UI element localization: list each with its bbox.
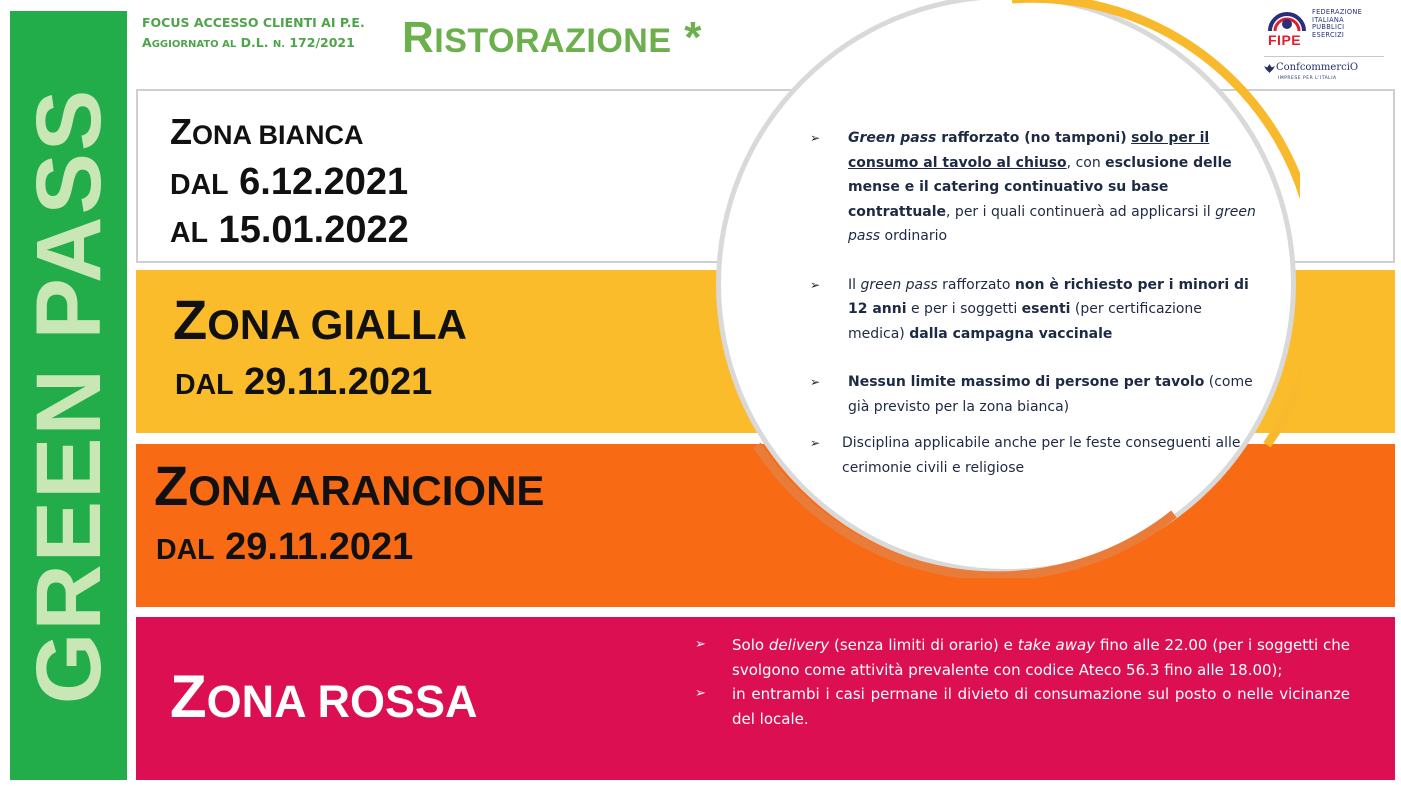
focus-line-1: FOCUS ACCESSO CLIENTI AI P.E. xyxy=(142,15,365,30)
confcommercio-wordmark: ConfcommerciO xyxy=(1276,62,1359,73)
zona-bianca-date-from: DAL 6.12.2021 xyxy=(170,161,409,203)
zona-bianca-date-to: AL 15.01.2022 xyxy=(170,209,409,251)
arrow-bullet-icon: ➢ xyxy=(810,375,821,389)
arrow-bullet-icon: ➢ xyxy=(695,637,706,652)
focus-line-2: AGGIORNATO AL D.L. N. 172/2021 xyxy=(142,35,355,50)
page-title: RISTORAZIONE * xyxy=(402,13,702,62)
zona-gialla-title: ZONA GIALLA xyxy=(173,288,467,351)
arrow-bullet-icon: ➢ xyxy=(810,436,821,450)
list-item: ➢ Nessun limite massimo di persone per tavolo (come già previsto per la zona bianca) xyxy=(806,370,1256,419)
list-item: ➢ in entrambi i casi permane il divieto di consumazione sul posto o nelle vicinanze del locale. xyxy=(695,682,1350,731)
zona-arancione-title: ZONA ARANCIONE xyxy=(154,454,545,517)
list-item: ➢ Disciplina applicabile anche per le feste conseguenti alle cerimonie civili e religiose xyxy=(806,431,1256,480)
side-bar xyxy=(10,11,127,780)
zona-gialla-date: DAL 29.11.2021 xyxy=(175,361,433,403)
arrow-bullet-icon: ➢ xyxy=(810,131,821,145)
list-item: ➢ Il green pass rafforzato non è richiesto per i minori di 12 anni e per i soggetti esenti (per certificazione medica) dalla campagna vaccinale xyxy=(806,273,1256,347)
arrow-bullet-icon: ➢ xyxy=(695,686,706,701)
confcommercio-tagline: IMPRESE PER L'ITALIA xyxy=(1278,76,1337,81)
list-item: ➢ Green pass rafforzato (no tamponi) solo per il consumo al tavolo al chiuso, con esclusione delle mense e il catering continuativo su base contrattuale, per i quali continuerà ad applicarsi il green pass ordinario xyxy=(806,126,1256,249)
zona-rossa-title: ZONA ROSSA xyxy=(170,663,478,730)
circle-bullet-list xyxy=(806,126,1256,480)
zona-bianca-title: ZONA BIANCA xyxy=(170,111,364,152)
logo-text: FEDERAZIONE ITALIANA PUBBLICI ESERCIZI xyxy=(1312,8,1363,39)
arrow-bullet-icon: ➢ xyxy=(810,277,821,292)
zona-arancione-date: DAL 29.11.2021 xyxy=(156,526,414,568)
fipe-wordmark: FIPE xyxy=(1268,32,1302,48)
side-label: GREEN PASS xyxy=(17,87,120,704)
list-item: ➢ Solo delivery (senza limiti di orario) e take away fino alle 22.00 (per i soggetti che svolgono come attività prevalente con codice Ateco 56.3 fino alle 18.00); xyxy=(695,633,1350,682)
rossa-bullet-list xyxy=(695,633,1350,731)
focus-header xyxy=(142,13,365,55)
